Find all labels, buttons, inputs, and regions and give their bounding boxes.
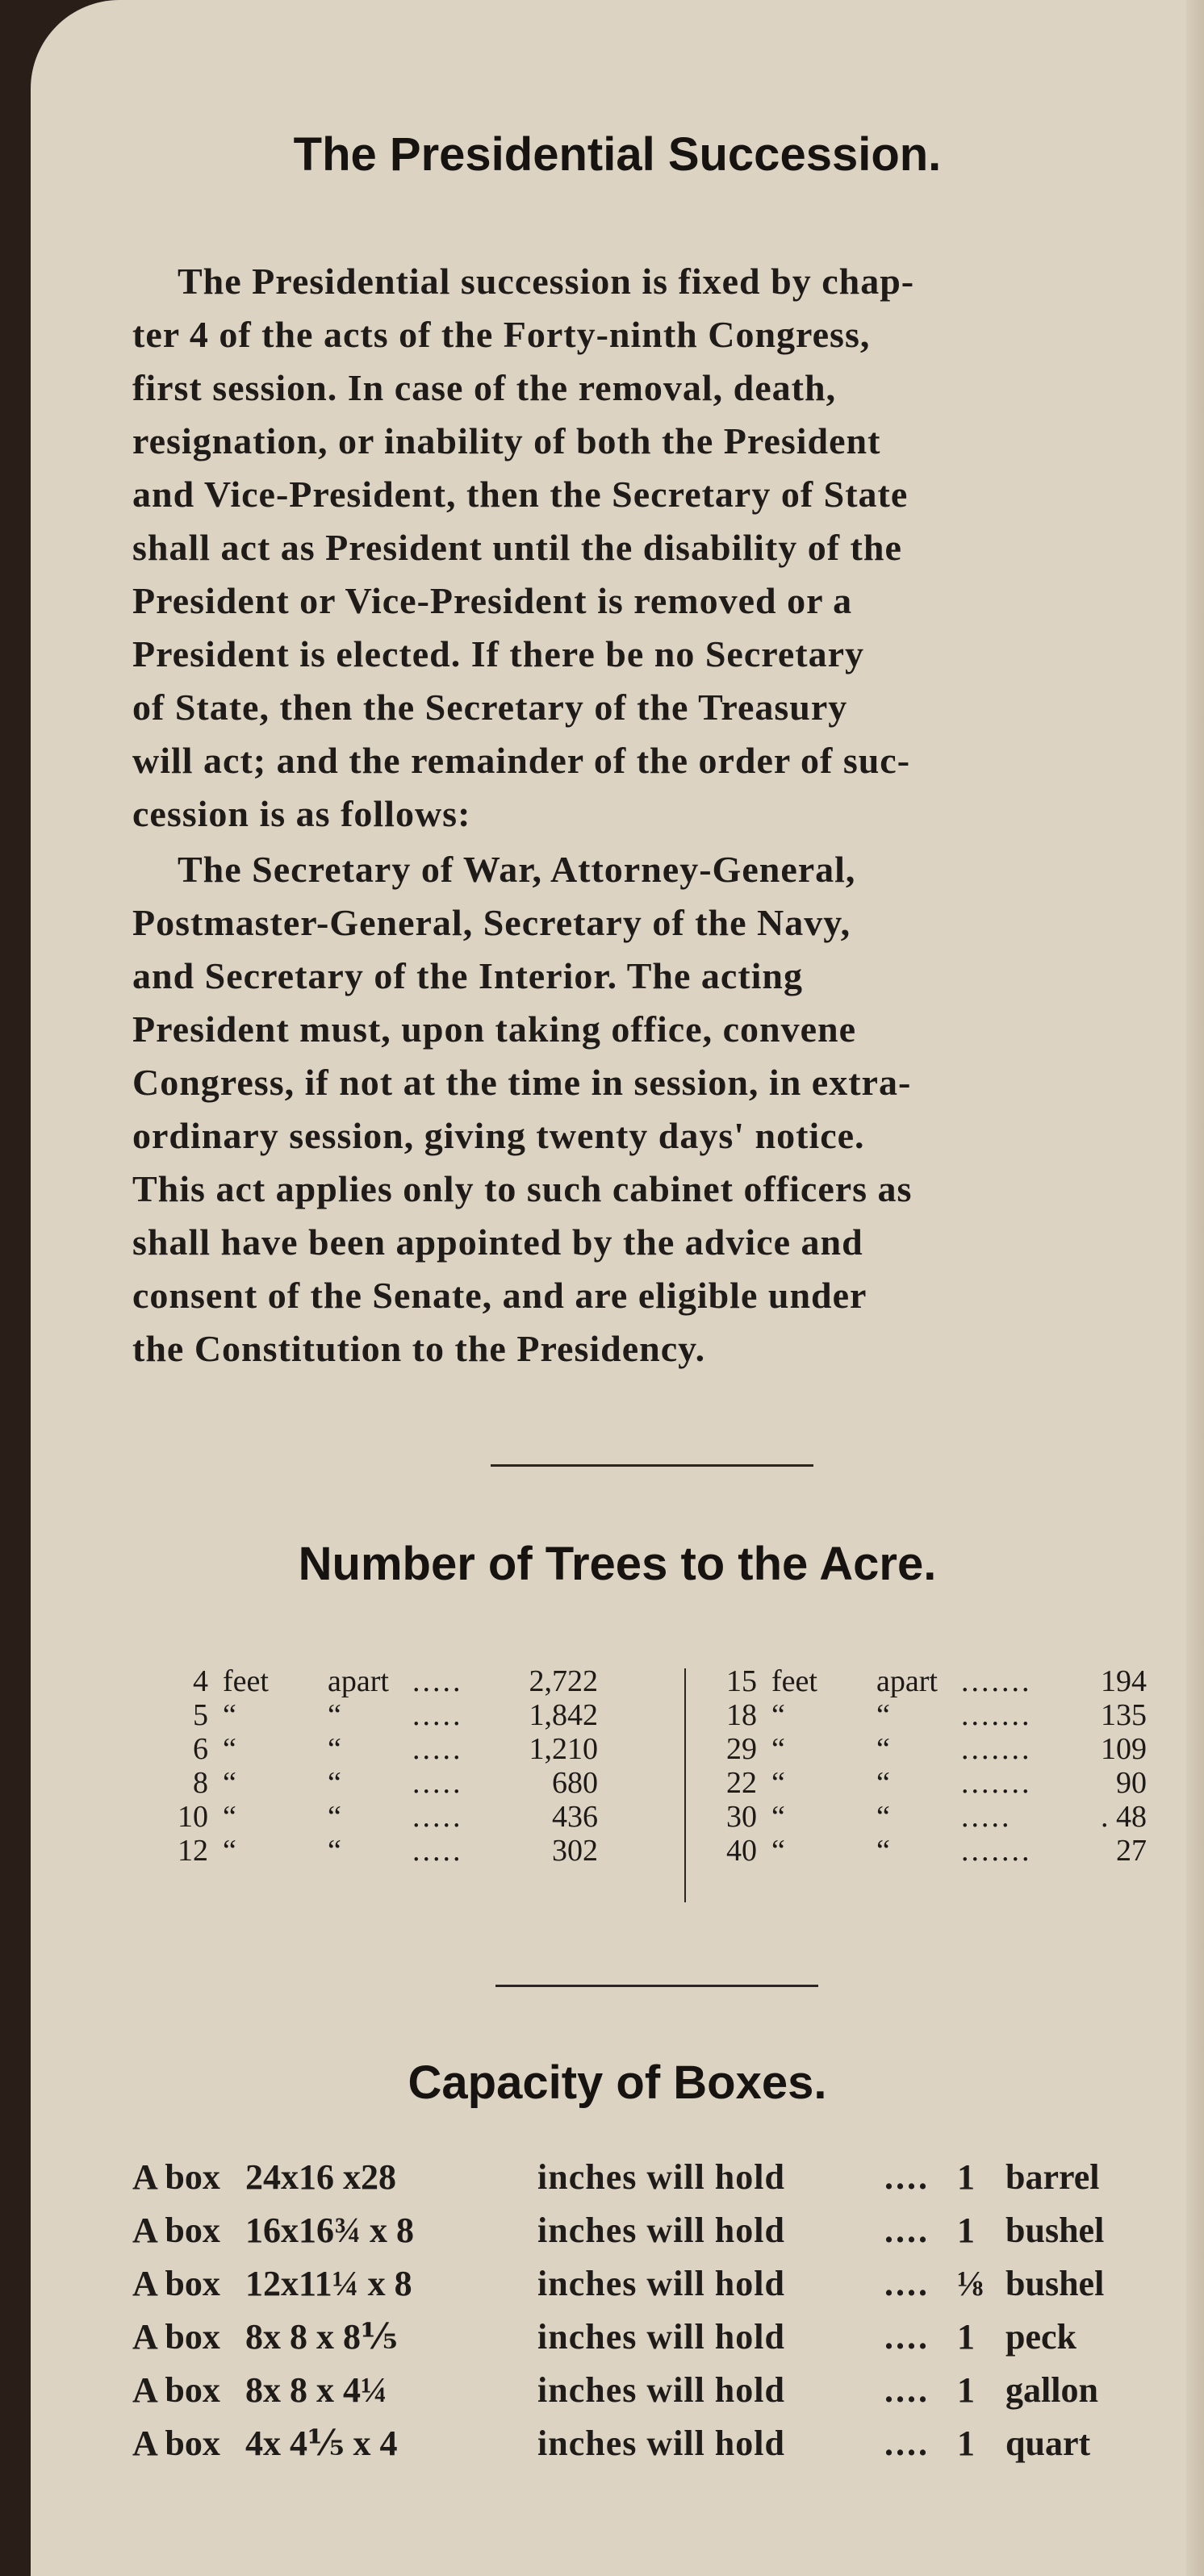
ditto-mark: “ xyxy=(328,1766,341,1800)
ditto-mark: “ xyxy=(876,1834,890,1868)
tree-count: 1,210 xyxy=(529,1732,598,1766)
capacity-quantity: 1 xyxy=(957,2370,975,2410)
tree-count: 109 xyxy=(1101,1732,1147,1766)
leader-dots: ....... xyxy=(961,1732,1032,1766)
ditto-mark: “ xyxy=(876,1732,890,1766)
box-dimensions: 12x11¼ x 8 xyxy=(245,2264,412,2303)
leader-dots: .... xyxy=(884,2157,930,2197)
ditto-mark: “ xyxy=(223,1732,236,1766)
section-divider xyxy=(491,1464,813,1467)
table-row xyxy=(700,1834,1204,1868)
ditto-mark: “ xyxy=(328,1800,341,1834)
table-row xyxy=(152,1664,652,1698)
tree-count: . 48 xyxy=(1101,1800,1147,1834)
capacity-unit: barrel xyxy=(1005,2157,1100,2197)
trees-table-right xyxy=(700,1664,1204,1868)
table-row xyxy=(132,2204,1204,2257)
leader-dots: ..... xyxy=(961,1800,1012,1834)
table-row xyxy=(152,1800,652,1834)
row-prefix: A box xyxy=(132,2211,220,2250)
row-prefix: A box xyxy=(132,2317,220,2357)
text-line: shall act as President until the disability of the xyxy=(132,527,902,568)
capacity-unit: quart xyxy=(1005,2424,1091,2463)
text-line: President must, upon taking office, convene xyxy=(132,1008,856,1050)
table-row xyxy=(700,1800,1204,1834)
leader-dots: .... xyxy=(884,2424,930,2463)
capacity-quantity: 1 xyxy=(957,2157,975,2197)
tree-count: 436 xyxy=(552,1800,598,1834)
text-line: ordinary session, giving twenty days' notice. xyxy=(132,1115,865,1156)
leader-dots: ..... xyxy=(412,1732,463,1766)
text-line: resignation, or inability of both the President xyxy=(132,420,881,461)
ditto-mark: “ xyxy=(876,1800,890,1834)
capacity-quantity: ⅛ xyxy=(957,2264,984,2303)
box-dimensions: 8x 8 x 4¼ xyxy=(245,2370,387,2410)
ditto-mark: “ xyxy=(223,1800,236,1834)
text-line: of State, then the Secretary of the Treasury xyxy=(132,687,848,728)
boxes-table xyxy=(132,2151,1204,2470)
capacity-unit: bushel xyxy=(1005,2211,1105,2250)
leader-dots: .... xyxy=(884,2317,930,2357)
section-title-trees-per-acre: Number of Trees to the Acre. xyxy=(298,1538,937,1590)
table-row xyxy=(132,2364,1204,2417)
tree-count: 1,842 xyxy=(529,1698,598,1732)
text-line: Congress, if not at the time in session, in extra- xyxy=(132,1062,912,1103)
spacing-value: 12 xyxy=(178,1834,208,1868)
capacity-quantity: 1 xyxy=(957,2211,975,2250)
text-line: The Presidential succession is fixed by chap- xyxy=(178,261,915,302)
ditto-mark: “ xyxy=(328,1732,341,1766)
row-text: inches will hold xyxy=(537,2157,785,2197)
unit-cell: apart xyxy=(328,1664,389,1698)
section-title-capacity-of-boxes: Capacity of Boxes. xyxy=(408,2056,827,2109)
table-row xyxy=(132,2257,1204,2311)
table-row xyxy=(700,1732,1204,1766)
leader-dots: .... xyxy=(884,2264,930,2303)
ditto-mark: “ xyxy=(328,1698,341,1732)
ditto-mark: “ xyxy=(771,1698,785,1732)
leader-dots: ....... xyxy=(961,1766,1032,1800)
table-row xyxy=(152,1834,652,1868)
text-line: will act; and the remainder of the order of suc- xyxy=(132,740,911,781)
text-line: consent of the Senate, and are eligible under xyxy=(132,1275,867,1316)
spacing-value: 15 xyxy=(726,1664,757,1698)
ditto-mark: “ xyxy=(223,1766,236,1800)
text-line: Postmaster-General, Secretary of the Navy, xyxy=(132,902,851,943)
table-row xyxy=(152,1766,652,1800)
spacing-value: 22 xyxy=(726,1766,757,1800)
leader-dots: ..... xyxy=(412,1766,463,1800)
spacing-value: 4 xyxy=(193,1664,208,1698)
tree-count: 680 xyxy=(552,1766,598,1800)
box-dimensions: 4x 4⅕ x 4 xyxy=(245,2424,398,2463)
box-dimensions: 16x16¾ x 8 xyxy=(245,2211,414,2250)
ditto-mark: “ xyxy=(771,1800,785,1834)
text-line: and Secretary of the Interior. The acting xyxy=(132,955,804,996)
row-text: inches will hold xyxy=(537,2317,785,2357)
leader-dots: ....... xyxy=(961,1834,1032,1868)
text-line: the Constitution to the Presidency. xyxy=(132,1328,706,1369)
capacity-unit: bushel xyxy=(1005,2264,1105,2303)
spacing-value: 30 xyxy=(726,1800,757,1834)
leader-dots: ..... xyxy=(412,1800,463,1834)
row-text: inches will hold xyxy=(537,2424,785,2463)
ditto-mark: “ xyxy=(876,1698,890,1732)
tree-count: 135 xyxy=(1101,1698,1147,1732)
ditto-mark: “ xyxy=(223,1698,236,1732)
ditto-mark: “ xyxy=(876,1766,890,1800)
leader-dots: .... xyxy=(884,2211,930,2250)
row-text: inches will hold xyxy=(537,2211,785,2250)
spacing-value: 18 xyxy=(726,1698,757,1732)
spacing-value: 8 xyxy=(193,1766,208,1800)
capacity-quantity: 1 xyxy=(957,2424,975,2463)
unit-cell: apart xyxy=(876,1664,938,1698)
table-row xyxy=(132,2417,1204,2470)
box-dimensions: 24x16 x28 xyxy=(245,2157,396,2197)
text-line: This act applies only to such cabinet officers as xyxy=(132,1168,913,1209)
text-line: ter 4 of the acts of the Forty-ninth Congress, xyxy=(132,314,871,355)
row-prefix: A box xyxy=(132,2370,220,2410)
spacing-value: 40 xyxy=(726,1834,757,1868)
text-line: The Secretary of War, Attorney-General, xyxy=(178,849,856,890)
capacity-quantity: 1 xyxy=(957,2317,975,2357)
leader-dots: ..... xyxy=(412,1834,463,1868)
unit-cell: feet xyxy=(223,1664,269,1698)
table-row xyxy=(152,1698,652,1732)
text-line: cession is as follows: xyxy=(132,793,471,834)
table-row xyxy=(132,2151,1204,2204)
spacing-value: 10 xyxy=(178,1800,208,1834)
leader-dots: ..... xyxy=(412,1664,463,1698)
text-line: President is elected. If there be no Secretary xyxy=(132,633,864,674)
table-row xyxy=(700,1664,1204,1698)
table-row xyxy=(132,2311,1204,2364)
row-prefix: A box xyxy=(132,2157,220,2197)
paragraph-succession-order xyxy=(132,843,1204,1376)
unit-cell: feet xyxy=(771,1664,817,1698)
tree-count: 302 xyxy=(552,1834,598,1868)
column-divider xyxy=(684,1668,686,1902)
ditto-mark: “ xyxy=(771,1834,785,1868)
spacing-value: 5 xyxy=(193,1698,208,1732)
table-row xyxy=(152,1732,652,1766)
ditto-mark: “ xyxy=(223,1834,236,1868)
page xyxy=(31,0,1204,2576)
paragraph-succession-intro xyxy=(132,255,1204,841)
text-line: shall have been appointed by the advice and xyxy=(132,1221,863,1263)
text-line: President or Vice-President is removed or a xyxy=(132,580,853,621)
row-text: inches will hold xyxy=(537,2264,785,2303)
spacing-value: 29 xyxy=(726,1732,757,1766)
tree-count: 27 xyxy=(1116,1834,1147,1868)
tree-count: 2,722 xyxy=(529,1664,598,1698)
ditto-mark: “ xyxy=(328,1834,341,1868)
box-dimensions: 8x 8 x 8⅕ xyxy=(245,2317,398,2357)
tree-count: 194 xyxy=(1101,1664,1147,1698)
ditto-mark: “ xyxy=(771,1732,785,1766)
section-title-presidential-succession: The Presidential Succession. xyxy=(293,128,942,181)
spacing-value: 6 xyxy=(193,1732,208,1766)
table-row xyxy=(700,1698,1204,1732)
trees-table-left xyxy=(152,1664,652,1868)
capacity-unit: peck xyxy=(1005,2317,1076,2357)
leader-dots: ....... xyxy=(961,1698,1032,1732)
row-prefix: A box xyxy=(132,2424,220,2463)
leader-dots: .... xyxy=(884,2370,930,2410)
capacity-unit: gallon xyxy=(1005,2370,1098,2410)
section-divider xyxy=(495,1985,818,1987)
text-line: first session. In case of the removal, death, xyxy=(132,367,837,408)
leader-dots: ....... xyxy=(961,1664,1032,1698)
ditto-mark: “ xyxy=(771,1766,785,1800)
text-line: and Vice-President, then the Secretary of State xyxy=(132,474,909,515)
row-text: inches will hold xyxy=(537,2370,785,2410)
table-row xyxy=(700,1766,1204,1800)
tree-count: 90 xyxy=(1116,1766,1147,1800)
row-prefix: A box xyxy=(132,2264,220,2303)
leader-dots: ..... xyxy=(412,1698,463,1732)
